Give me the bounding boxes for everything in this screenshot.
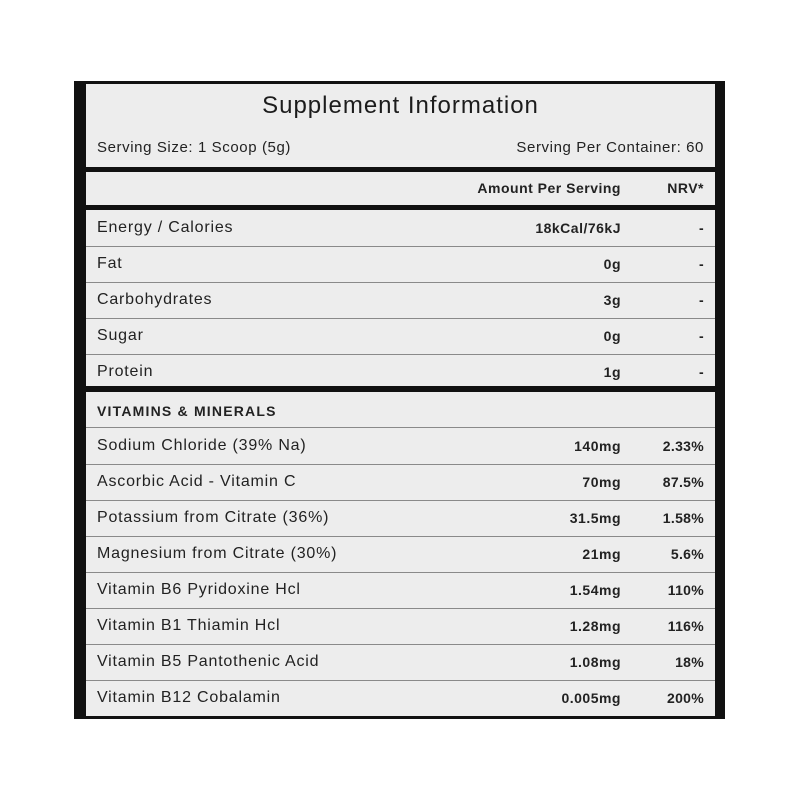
nutrient-amount: 0.005mg	[561, 690, 621, 706]
serving-size: Serving Size: 1 Scoop (5g)	[97, 139, 292, 156]
nutrient-nrv: -	[699, 220, 704, 236]
nutrient-nrv: -	[699, 364, 704, 380]
table-row	[86, 572, 715, 608]
nutrient-nrv: -	[699, 328, 704, 344]
supplement-table	[86, 84, 715, 716]
nutrient-name: Sodium Chloride (39% Na)	[97, 437, 307, 454]
amount-header: Amount Per Serving	[477, 180, 621, 196]
nutrient-amount: 0g	[603, 328, 621, 344]
page-title: Supplement Information	[262, 92, 539, 119]
nrv-header: NRV*	[667, 180, 704, 196]
nutrient-nrv: -	[699, 256, 704, 272]
nutrient-nrv: 2.33%	[662, 438, 704, 454]
table-row	[86, 210, 715, 246]
nutrient-amount: 31.5mg	[569, 510, 621, 526]
nutrient-name: Energy / Calories	[97, 219, 234, 236]
table-row	[86, 318, 715, 354]
divider-thick	[86, 386, 715, 392]
nutrient-nrv: 1.58%	[662, 510, 704, 526]
supplement-panel	[74, 81, 725, 719]
nutrient-name: Carbohydrates	[97, 291, 213, 308]
table-row	[86, 246, 715, 282]
nutrient-nrv: 87.5%	[662, 474, 704, 490]
table-row	[86, 354, 715, 390]
nutrient-name: Vitamin B12 Cobalamin	[97, 689, 281, 706]
nutrient-amount: 140mg	[574, 438, 621, 454]
nutrient-name: Vitamin B5 Pantothenic Acid	[97, 653, 320, 670]
nutrient-name: Fat	[97, 255, 123, 272]
nutrient-name: Vitamin B6 Pyridoxine Hcl	[97, 581, 301, 598]
table-row	[86, 536, 715, 572]
table-row	[86, 464, 715, 500]
nutrient-name: Potassium from Citrate (36%)	[97, 509, 330, 526]
nutrient-amount: 0g	[603, 256, 621, 272]
nutrient-nrv: 200%	[666, 690, 704, 706]
nutrient-name: Sugar	[97, 327, 144, 344]
nutrient-nrv: 110%	[667, 582, 704, 598]
nutrient-amount: 18kCal/76kJ	[535, 220, 621, 236]
nutrient-name: Ascorbic Acid - Vitamin C	[97, 473, 297, 490]
nutrient-amount: 1.54mg	[569, 582, 621, 598]
table-row	[86, 428, 715, 464]
nutrient-name: Magnesium from Citrate (30%)	[97, 545, 338, 562]
nutrient-amount: 21mg	[582, 546, 621, 562]
nutrient-nrv: 18%	[675, 654, 704, 670]
nutrient-amount: 1.28mg	[569, 618, 621, 634]
table-row	[86, 608, 715, 644]
nutrient-amount: 3g	[603, 292, 621, 308]
nutrient-name: Vitamin B1 Thiamin Hcl	[97, 617, 281, 634]
nutrient-nrv: 5.6%	[670, 546, 704, 562]
nutrient-amount: 70mg	[582, 474, 621, 490]
table-row	[86, 680, 715, 716]
table-row	[86, 282, 715, 318]
table-row	[86, 644, 715, 680]
nutrient-name: Protein	[97, 363, 154, 380]
nutrient-nrv: -	[699, 292, 704, 308]
divider-thick	[86, 167, 715, 172]
table-row	[86, 500, 715, 536]
nutrient-nrv: 116%	[667, 618, 704, 634]
nutrient-amount: 1g	[603, 364, 621, 380]
servings-per-container: Serving Per Container: 60	[516, 139, 704, 156]
vitamins-section-title: VITAMINS & MINERALS	[97, 403, 277, 419]
nutrient-amount: 1.08mg	[569, 654, 621, 670]
